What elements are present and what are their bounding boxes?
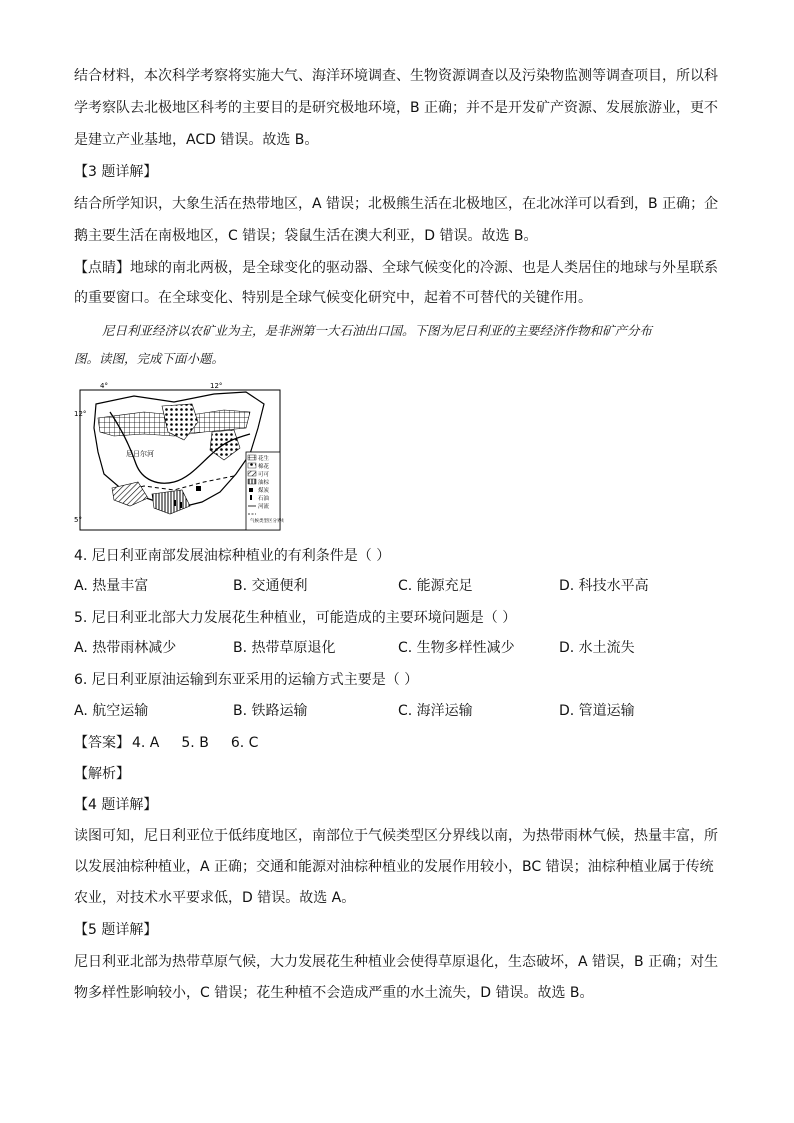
q5-option-c: C. 生物多样性减少 <box>398 640 515 656</box>
q4-text-line-2: 以发展油棕种植业，A 正确；交通和能源对油棕种植业的发展作用较小，BC 错误；油棕种植业属于传统 <box>74 859 714 875</box>
q6-option-b: B. 铁路运输 <box>233 703 308 719</box>
q6-option-d: D. 管道运输 <box>559 703 635 719</box>
dianjing-line-1: 【点睛】地球的南北两极，是全球变化的驱动器、全球气候变化的冷源、也是人类居住的地球与外星联系 <box>74 260 718 276</box>
answer-label: 【答案】 <box>74 735 130 751</box>
explain2-line-1: 结合材料，本次科学考察将实施大气、海洋环境调查、生物资源调查以及污染物监测等调查项目，所以科 <box>74 68 718 84</box>
answer-item-4: 4. A <box>132 735 160 751</box>
explain2-line-2: 学考察队去北极地区科考的主要目的是研究极地环境，B 正确；并不是开发矿产资源、发展旅游业，更不 <box>74 100 719 116</box>
intro-line-2: 图。读图，完成下面小题。 <box>74 351 225 366</box>
q5-option-b: B. 热带草原退化 <box>233 640 336 656</box>
lon-right-label: 12° <box>210 382 223 390</box>
q3-header: 【3 题详解】 <box>74 164 158 180</box>
q6-option-c: C. 海洋运输 <box>398 703 473 719</box>
q6-option-a: A. 航空运输 <box>74 703 149 719</box>
legend-oil: 石油 <box>258 496 270 502</box>
q5-stem: 5. 尼日利亚北部大力发展花生种植业，可能造成的主要环境问题是（ ） <box>74 610 517 626</box>
coal-symbol <box>196 486 201 491</box>
q4-option-c: C. 能源充足 <box>398 578 473 594</box>
q5-option-d: D. 水土流失 <box>559 640 635 656</box>
q4-text-line-3: 农业，对技术水平要求低，D 错误。故选 A。 <box>74 890 356 906</box>
oil-symbol-2 <box>180 502 182 508</box>
legend-climate-boundary: 气候类型区分界线 <box>250 519 284 524</box>
lat-bottom-label: 5° <box>74 516 82 524</box>
explain2-line-3: 是建立产业基地，ACD 错误。故选 B。 <box>74 132 319 148</box>
q3-text-line-2: 鹅主要生活在南极地区，C 错误；袋鼠生活在澳大利亚，D 错误。故选 B。 <box>74 228 538 244</box>
oil-symbol <box>174 500 176 506</box>
lat-top-label: 12° <box>74 410 87 418</box>
q5-text-line-2: 物多样性影响较小，C 错误；花生种植不会造成严重的水土流失，D 错误。故选 B。 <box>74 985 594 1001</box>
q5-option-a: A. 热带雨林减少 <box>74 640 177 656</box>
answer-item-6: 6. C <box>230 735 259 751</box>
nigeria-map-svg <box>74 382 284 532</box>
q4-option-a: A. 热量丰富 <box>74 578 149 594</box>
q4-option-b: B. 交通便利 <box>233 578 308 594</box>
legend-coal: 煤炭 <box>258 488 270 494</box>
intro-line-1: 尼日利亚经济以农矿业为主，是非洲第一大石油出口国。下图为尼日利亚的主要经济作物和矿产分布 <box>102 323 653 338</box>
legend-groundnut: 花生 <box>258 456 270 462</box>
legend-oilpalm: 油棕 <box>258 480 270 486</box>
q4-header: 【4 题详解】 <box>74 797 158 813</box>
lon-left-label: 4° <box>100 382 108 390</box>
legend-river: 河流 <box>258 504 270 510</box>
q3-text-line-1: 结合所学知识，大象生活在热带地区，A 错误；北极熊生活在北极地区，在北冰洋可以看到，B 正确；企 <box>74 196 719 212</box>
q4-text-line-1: 读图可知，尼日利亚位于低纬度地区，南部位于气候类型区分界线以南，为热带雨林气候，热量丰富，所 <box>74 828 718 844</box>
q5-text-line-1: 尼日利亚北部为热带草原气候，大力发展花生种植业会使得草原退化，生态破坏，A 错误，B 正确；对生 <box>74 954 719 970</box>
legend-cocoa: 可可 <box>258 472 270 478</box>
legend-cotton: 棉花 <box>258 464 270 470</box>
q5-header: 【5 题详解】 <box>74 922 158 938</box>
dianjing-line-2: 的重要窗口。在全球变化、特别是全球气候变化研究中，起着不可替代的关键作用。 <box>74 290 592 306</box>
jiexi-header: 【解析】 <box>74 766 130 782</box>
nigeria-map-figure <box>74 382 284 532</box>
river-label: 尼日尔河 <box>126 450 154 458</box>
answer-line <box>74 733 280 753</box>
q4-option-d: D. 科技水平高 <box>559 578 649 594</box>
q4-stem: 4. 尼日利亚南部发展油棕种植业的有利条件是（ ） <box>74 548 391 564</box>
answer-item-5: 5. B <box>181 735 209 751</box>
q6-stem: 6. 尼日利亚原油运输到东亚采用的运输方式主要是（ ） <box>74 672 419 688</box>
